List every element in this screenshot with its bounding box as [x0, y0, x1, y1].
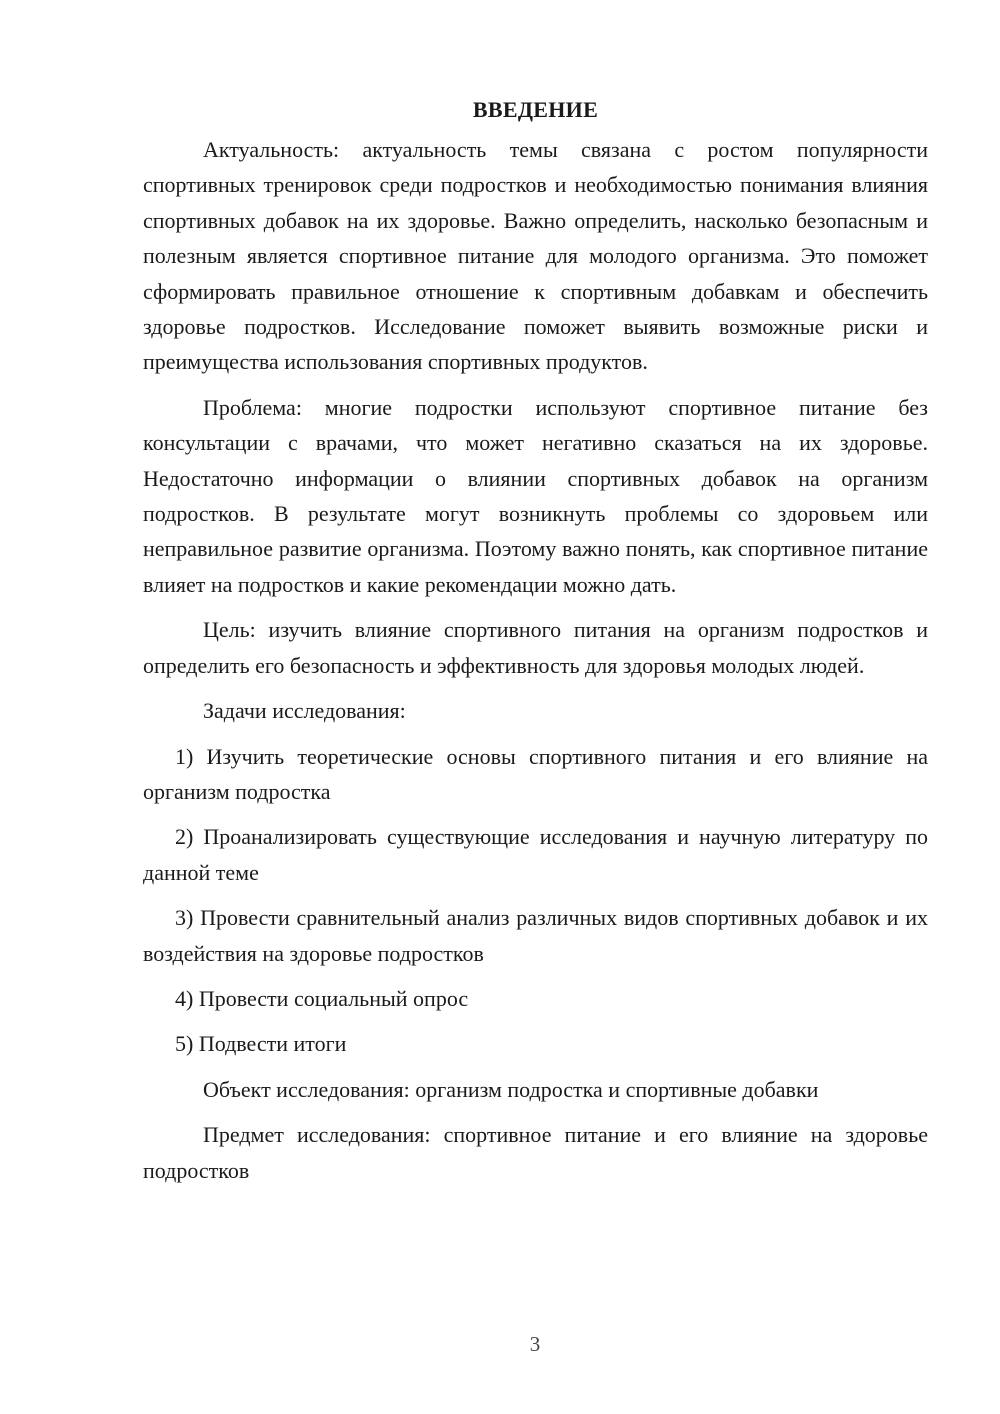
section-heading: ВВЕДЕНИЕ	[472, 97, 599, 122]
paragraph-tasks-title: Задачи исследования:	[203, 698, 406, 724]
paragraph-goal: Цель: изучить влияние спортивного питания на организм подростков и определить его безопасность и эффективность для здоровья молодых людей.	[143, 617, 928, 678]
task-item-4: 4) Провести социальный опрос	[175, 985, 469, 1011]
task-item-3: 3) Провести сравнительный анализ различных видов спортивных добавок и их воздействия на здоровье подростков	[143, 905, 928, 966]
paragraph-problem: Проблема: многие подростки используют спортивное питание без консультации с врачами, что может негативно сказаться на их здоровье. Недостаточно информации о влиянии спортивных добавок на организм подростков. В результате могут возникнуть проблемы со здоровьем или неправильное развитие организма. Поэтому важно понять, как спортивное питание влияет на подростков и какие рекомендации можно дать.	[143, 394, 928, 597]
paragraph-research-subject: Предмет исследования: спортивное питание и его влияние на здоровье подростков	[143, 1122, 928, 1183]
document-body	[143, 92, 928, 1188]
page-number: 3	[529, 1332, 541, 1356]
paragraph-relevance: Актуальность: актуальность темы связана с ростом популярности спортивных тренировок среди подростков и необходимостью понимания влияния спортивных добавок на их здоровье. Важно определить, насколько безопасным и полезным является спортивное питание для молодого организма. Это поможет сформировать правильное отношение к спортивным добавкам и обеспечить здоровье подростков. Исследование поможет выявить возможные риски и преимущества использования спортивных продуктов.	[143, 137, 928, 375]
task-item-2: 2) Проанализировать существующие исследования и научную литературу по данной теме	[143, 824, 928, 885]
task-item-1: 1) Изучить теоретические основы спортивного питания и его влияние на организм подростка	[143, 743, 928, 804]
paragraph-research-object: Объект исследования: организм подростка и спортивные добавки	[203, 1076, 819, 1102]
task-item-5: 5) Подвести итоги	[175, 1031, 347, 1057]
